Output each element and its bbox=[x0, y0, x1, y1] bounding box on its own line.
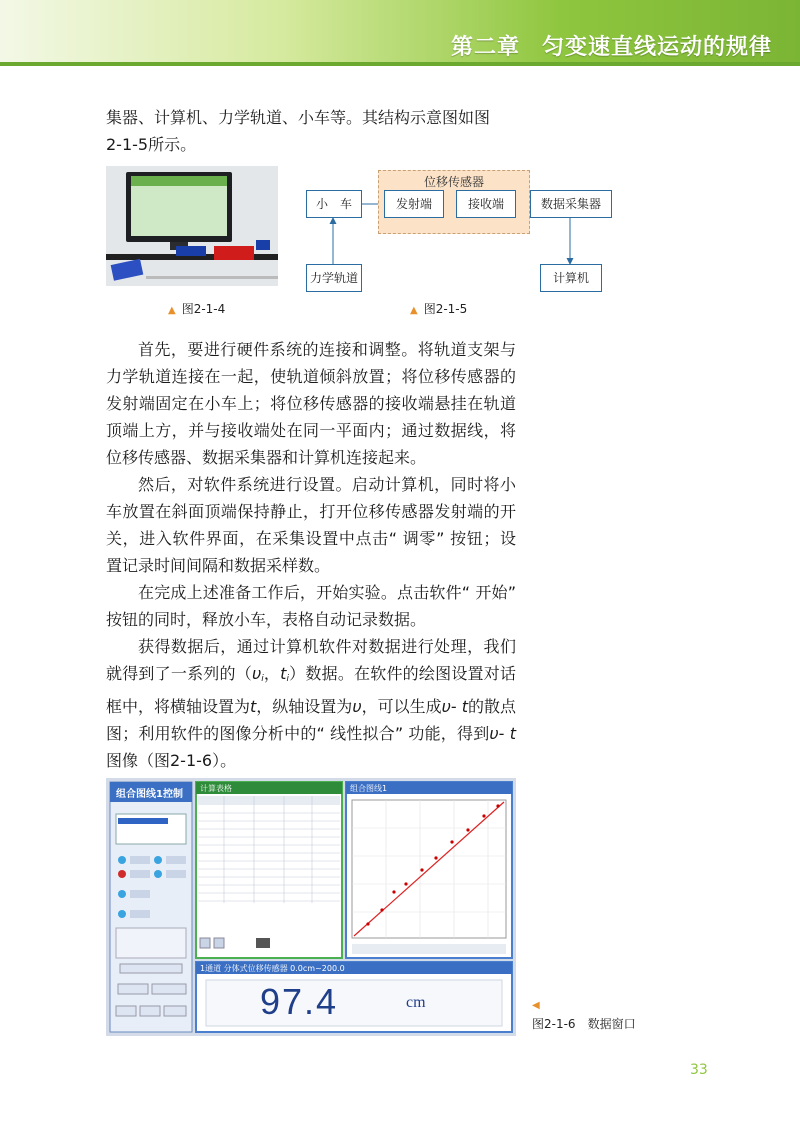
box-receiver: 接收端 bbox=[456, 190, 516, 218]
figure-2-1-5-caption-text: 图2-1-5 bbox=[423, 302, 468, 316]
var-t: t bbox=[509, 724, 516, 743]
displacement-reading: 97.4 bbox=[260, 981, 339, 1022]
var-v: υ bbox=[489, 724, 499, 743]
page-number: 33 bbox=[690, 1062, 708, 1078]
figure-2-1-6-caption-text: 图2-1-6 数据窗口 bbox=[532, 1017, 636, 1031]
var-v: υ bbox=[251, 664, 262, 683]
p4-text-c: ，纵轴设置为 bbox=[256, 697, 353, 716]
var-t: t bbox=[461, 697, 468, 716]
figure-2-1-4-caption-text: 图2-1-4 bbox=[181, 302, 226, 316]
p4-sep: ， bbox=[263, 664, 281, 683]
var-t: t bbox=[280, 664, 287, 683]
paragraph-hardware: 首先，要进行硬件系统的连接和调整。将轨道支架与力学轨道连接在一起，使轨道倾斜放置；将位移传感器的发射端固定在小车上；将位移传感器的接收端悬挂在轨道顶端上方，并与接收端处在同一平面内；通过数据线，将位移传感器、数据采集器和计算机连接起来。 bbox=[106, 340, 516, 467]
channel-status-bar: 1通道 分体式位移传感器 0.0cm~200.0 bbox=[200, 964, 345, 973]
figure-2-1-5-caption bbox=[410, 300, 467, 317]
box-car: 小 车 bbox=[306, 190, 362, 218]
box-track: 力学轨道 bbox=[306, 264, 362, 292]
left-arrow-marker-icon: ◀ bbox=[532, 1000, 540, 1011]
box-transmitter: 发射端 bbox=[384, 190, 444, 218]
dash: - bbox=[450, 697, 462, 716]
paragraph-processing bbox=[106, 633, 516, 774]
p4-text-d: ，可以生成 bbox=[361, 697, 442, 716]
photo-experiment-setup bbox=[106, 166, 278, 286]
sensor-group-label: 位移传感器 bbox=[423, 175, 484, 189]
var-t: t bbox=[250, 697, 257, 716]
intro-line-2: 2-1-5所示。 bbox=[106, 135, 197, 154]
structure-diagram bbox=[296, 166, 626, 296]
main-text bbox=[106, 336, 516, 774]
p4-text-a: 获得数据后，通过计算机软件对数据进行处理，我们就得到了一系列的（ bbox=[106, 637, 516, 683]
chapter-name: 匀变速直线运动的规律 bbox=[541, 35, 772, 60]
software-screenshot bbox=[106, 778, 516, 1036]
intro-line-1: 集器、计算机、力学轨道、小车等。其结构示意图如图 bbox=[106, 108, 491, 127]
experiment-photo-illustration bbox=[106, 166, 278, 286]
intro-text bbox=[106, 104, 516, 158]
sub-i: i bbox=[261, 674, 264, 684]
dash: - bbox=[498, 724, 510, 743]
chapter-number: 第二章 bbox=[450, 35, 520, 60]
graph-window-title: 组合图线1 bbox=[350, 784, 388, 793]
sub-i: i bbox=[286, 674, 289, 684]
displacement-unit: cm bbox=[406, 994, 426, 1011]
figure-2-1-6-caption bbox=[532, 1000, 636, 1032]
triangle-marker-icon: ▲ bbox=[168, 305, 176, 316]
triangle-marker-icon: ▲ bbox=[410, 305, 418, 316]
p4-text-f: 图像（图2-1-6）。 bbox=[106, 751, 237, 770]
header-divider bbox=[0, 62, 800, 66]
chapter-header bbox=[0, 0, 800, 66]
paragraph-start: 在完成上述准备工作后，开始实验。点击软件“ 开始” 按钮的同时，释放小车，表格自动记录数据。 bbox=[106, 583, 516, 629]
table-window-title: 计算表格 bbox=[200, 784, 232, 793]
box-data-collector: 数据采集器 bbox=[530, 190, 612, 218]
paragraph-software: 然后，对软件系统进行设置。启动计算机，同时将小车放置在斜面顶端保持静止，打开位移传感器发射端的开关，进入软件界面，在采集设置中点击“ 调零” 按钮；设置记录时间间隔和数据采样数。 bbox=[106, 475, 516, 575]
panel-title: 组合图线1控制 bbox=[116, 789, 183, 800]
p4-text-e: 的散点图；利用软件的图像分析中的“ 线性拟合” 功能，得到 bbox=[106, 697, 517, 743]
box-computer: 计算机 bbox=[540, 264, 602, 292]
figure-2-1-4-caption bbox=[168, 300, 225, 317]
chapter-title bbox=[451, 30, 772, 61]
var-v: υ bbox=[441, 697, 451, 716]
var-v: υ bbox=[352, 697, 362, 716]
p4-text-b: ）数据。在软件的绘图设置对话框中，将横轴设置为 bbox=[106, 664, 516, 716]
